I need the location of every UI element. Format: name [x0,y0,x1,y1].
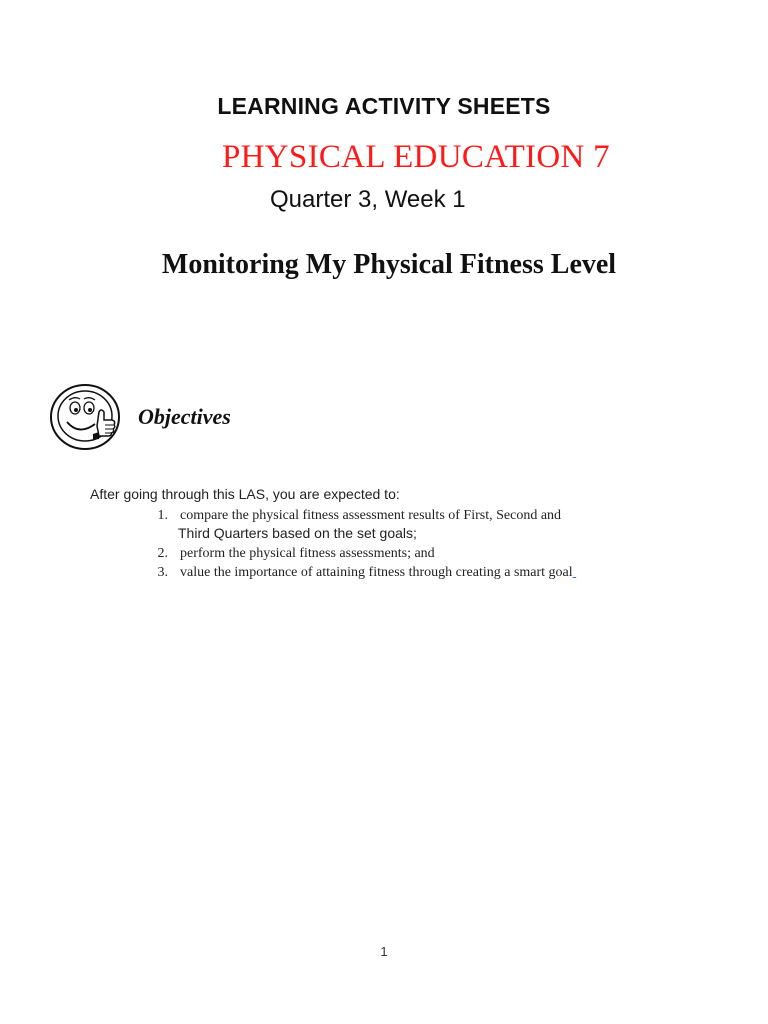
list-item-continuation: Third Quarters based on the set goals; [178,525,417,541]
objectives-intro: After going through this LAS, you are expected to: [90,486,400,502]
list-item-text: value the importance of attaining fitness through creating a smart goal [180,565,573,580]
text-cursor-marker [573,565,577,580]
page-number: 1 [380,944,388,959]
list-item-number: 3. [157,565,168,580]
list-item-number: 2. [157,546,168,561]
subject-heading: PHYSICAL EDUCATION 7 [222,139,610,175]
list-item-number: 1. [157,508,168,523]
topic-heading: Monitoring My Physical Fitness Level [161,249,617,280]
list-item: compare the physical fitness assessment results of First, Second and [180,508,562,523]
objectives-heading: Objectives [138,404,231,429]
document-title: LEARNING ACTIVITY SHEETS [217,93,551,119]
list-item-with-cursor [180,565,576,581]
list-item: perform the physical fitness assessments; and [180,546,435,561]
thumbs-up-face-icon [49,382,125,452]
quarter-week-label: Quarter 3, Week 1 [270,186,466,213]
